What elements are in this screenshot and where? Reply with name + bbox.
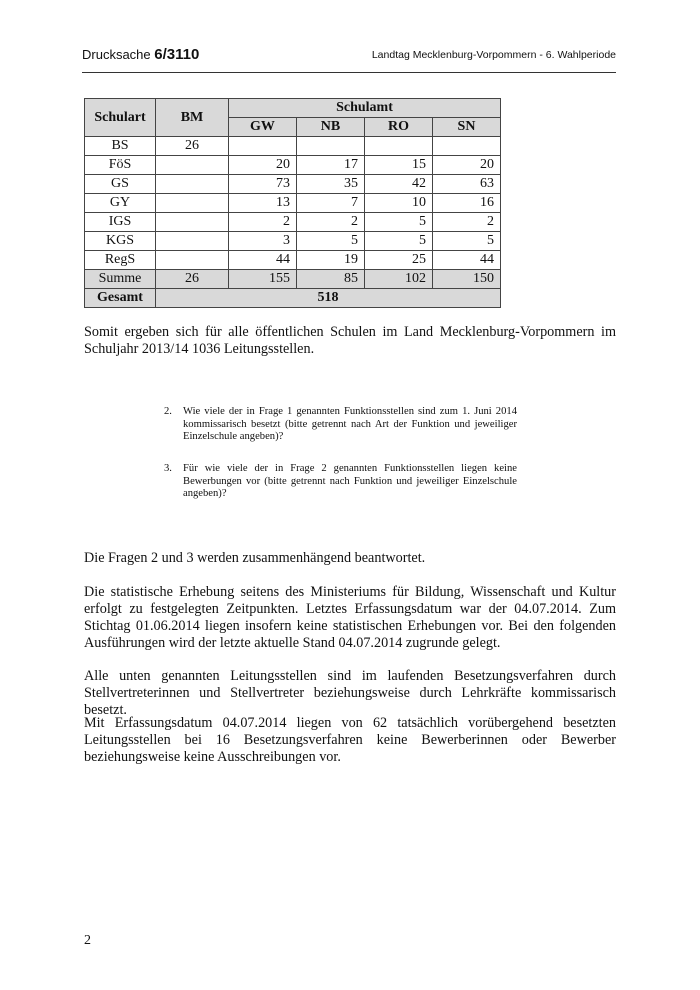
cell-summe-bm: 26 [156,270,229,289]
table-gesamt-row [85,289,501,308]
question-2 [164,406,517,444]
cell-schulart: GS [85,175,156,194]
cell-schulart: GY [85,194,156,213]
question-3 [164,463,517,501]
cell-gesamt-value: 518 [156,289,501,308]
paragraph-besetzung: Alle unten genannten Leitungsstellen sind im laufenden Besetzungsverfahren durch Stellvertreterinnen und Stellvertreter beziehungsweise durch Lehrkräfte kommissarisch besetzt. [84,668,616,718]
cell-summe-nb: 85 [297,270,365,289]
header-nb: NB [297,118,365,137]
cell-nb: 2 [297,213,365,232]
cell-gw: 44 [229,251,297,270]
table-row [85,213,501,232]
cell-bm [156,213,229,232]
cell-nb: 5 [297,232,365,251]
cell-summe-label: Summe [85,270,156,289]
cell-ro: 25 [365,251,433,270]
header-gw: GW [229,118,297,137]
cell-sn: 2 [433,213,501,232]
cell-sn: 20 [433,156,501,175]
header-schulart: Schulart [85,99,156,137]
cell-nb: 35 [297,175,365,194]
question-2-number: 2. [164,406,172,417]
header-parliament: Landtag Mecklenburg-Vorpommern - 6. Wahlperiode [371,49,616,61]
table-row [85,251,501,270]
page-number: 2 [84,933,91,948]
cell-ro: 15 [365,156,433,175]
table-summe-row [85,270,501,289]
header-bm: BM [156,99,229,137]
drucksache-label [82,46,199,63]
cell-nb: 7 [297,194,365,213]
cell-gw: 3 [229,232,297,251]
cell-ro: 42 [365,175,433,194]
table-row [85,194,501,213]
cell-schulart: IGS [85,213,156,232]
cell-bm: 26 [156,137,229,156]
cell-gw: 13 [229,194,297,213]
question-2-text: Wie viele der in Frage 1 genannten Funktionsstellen sind zum 1. Juni 2014 kommissarisch besetzt (bitte getrennt nach Art der Funktion und jeweiliger Einzelschule angeben)? [183,406,517,442]
cell-gw: 73 [229,175,297,194]
cell-summe-gw: 155 [229,270,297,289]
cell-nb: 17 [297,156,365,175]
paragraph-leitungsstellen: Somit ergeben sich für alle öffentlichen Schulen im Land Mecklenburg-Vorpommern im Schuljahr 2013/14 1036 Leitungsstellen. [84,324,616,357]
cell-schulart: RegS [85,251,156,270]
cell-ro: 10 [365,194,433,213]
header-schulamt: Schulamt [229,99,501,118]
cell-ro: 5 [365,213,433,232]
cell-summe-sn: 150 [433,270,501,289]
cell-ro: 5 [365,232,433,251]
cell-schulart: FöS [85,156,156,175]
cell-sn [433,137,501,156]
cell-sn: 5 [433,232,501,251]
question-3-number: 3. [164,463,172,474]
drucksache-text: Drucksache [82,47,151,62]
cell-sn: 63 [433,175,501,194]
cell-sn: 44 [433,251,501,270]
cell-gw: 2 [229,213,297,232]
cell-schulart: KGS [85,232,156,251]
cell-nb: 19 [297,251,365,270]
paragraph-erfassung: Mit Erfassungsdatum 04.07.2014 liegen von 62 tatsächlich vorübergehend besetzten Leitungsstellen bei 16 Besetzungsverfahren keine Bewerberinnen oder Bewerber beziehungsweise keine Ausschreibungen vor. [84,715,616,765]
cell-gesamt-label: Gesamt [85,289,156,308]
cell-schulart: BS [85,137,156,156]
header-sn: SN [433,118,501,137]
cell-gw [229,137,297,156]
cell-bm [156,156,229,175]
paragraph-fragen: Die Fragen 2 und 3 werden zusammenhängend beantwortet. [84,550,426,566]
cell-ro [365,137,433,156]
table-row [85,137,501,156]
cell-summe-ro: 102 [365,270,433,289]
cell-sn: 16 [433,194,501,213]
cell-bm [156,194,229,213]
cell-nb [297,137,365,156]
table-header-row [85,99,501,118]
page-header [82,46,616,73]
drucksache-number: 6/3110 [154,46,200,63]
paragraph-erhebung: Die statistische Erhebung seitens des Ministeriums für Bildung, Wissenschaft und Kultur erfolgt zu festgelegten Zeitpunkten. Letztes Erfassungsdatum war der 04.07.2014. Zum Stichtag 01.06.2014 liegen insofern keine statistischen Erhebungen vor. Bei den folgenden Ausführungen wird der letzte aktuelle Stand 04.07.2014 zugrunde gelegt. [84,584,616,651]
schulamt-table [84,98,501,308]
header-ro: RO [365,118,433,137]
question-3-text: Für wie viele der in Frage 2 genannten Funktionsstellen liegen keine Bewerbungen vor (bitte getrennt nach Funktion und jeweiliger Einzelschule angeben)? [183,463,517,499]
cell-bm [156,251,229,270]
table-row [85,175,501,194]
cell-gw: 20 [229,156,297,175]
cell-bm [156,232,229,251]
cell-bm [156,175,229,194]
table-row [85,232,501,251]
table-row [85,156,501,175]
